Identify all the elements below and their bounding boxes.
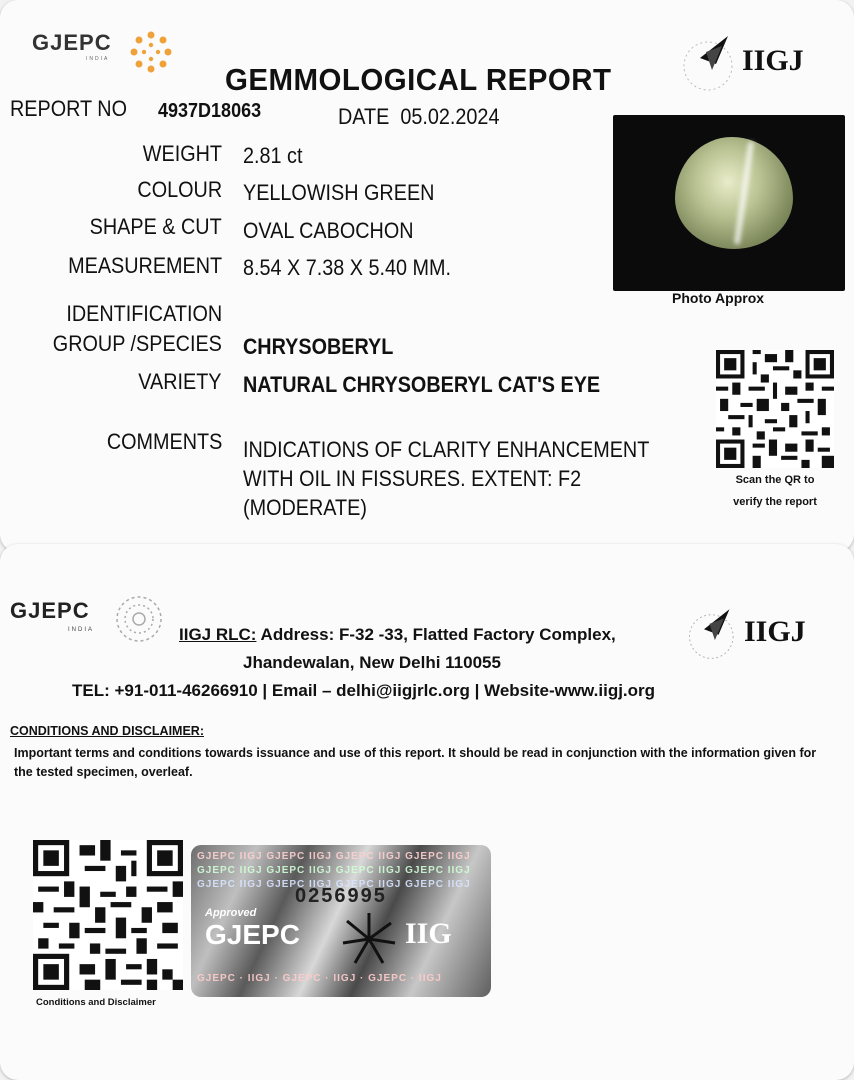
address-line-2: Jhandewalan, New Delhi 110055 xyxy=(243,653,501,672)
address-text-1: Address: F-32 -33, Flatted Factory Complex, xyxy=(260,625,616,644)
contact-line: TEL: +91-011-46266910 | Email – delhi@iigjrlc.org | Website-www.iigj.org xyxy=(72,681,656,700)
security-hologram xyxy=(191,845,491,997)
comments-line-2: WITH OIL IN FISSURES. EXTENT: F2 xyxy=(243,466,582,491)
address-label: IIGJ RLC: xyxy=(179,625,257,644)
group-value: CHRYSOBERYL xyxy=(243,334,394,359)
hologram-row-3: GJEPC IIGJ GJEPC IIGJ GJEPC IIGJ GJEPC IIGJ xyxy=(197,879,471,890)
gjepc-sub-text: INDIA xyxy=(86,56,110,62)
gemstone-photo xyxy=(613,115,845,291)
report-no-value: 4937D18063 xyxy=(158,100,262,122)
group-label: GROUP /SPECIES xyxy=(52,331,222,356)
conditions-qr-caption: Conditions and Disclaimer xyxy=(36,997,156,1008)
date-value: 05.02.2024 xyxy=(400,104,500,129)
report-no-label: REPORT NO xyxy=(10,96,127,121)
weight-value: 2.81 ct xyxy=(243,143,303,168)
hologram-starburst-icon xyxy=(339,909,399,969)
iigj-logo-text: IIGJ xyxy=(742,44,804,77)
conditions-heading: CONDITIONS AND DISCLAIMER: xyxy=(10,724,204,738)
cats-eye-gem-image xyxy=(675,137,793,249)
conditions-qr-code[interactable] xyxy=(33,840,183,990)
back-iigj-emblem-icon xyxy=(684,602,744,662)
iigj-emblem-icon xyxy=(678,30,744,92)
identification-label: IDENTIFICATION xyxy=(66,301,222,326)
back-iigj-logo-text: IIGJ xyxy=(744,615,806,648)
report-title: GEMMOLOGICAL REPORT xyxy=(225,62,612,97)
colour-value: YELLOWISH GREEN xyxy=(243,180,435,205)
measurement-value: 8.54 X 7.38 X 5.40 MM. xyxy=(243,255,452,280)
measurement-label: MEASUREMENT xyxy=(67,253,222,278)
report-date xyxy=(338,104,499,130)
colour-label: COLOUR xyxy=(137,177,222,202)
hologram-row-2: GJEPC IIGJ GJEPC IIGJ GJEPC IIGJ GJEPC IIGJ xyxy=(197,865,471,876)
hologram-row-1: GJEPC IIGJ GJEPC IIGJ GJEPC IIGJ GJEPC IIGJ xyxy=(197,851,471,862)
comments-label: COMMENTS xyxy=(106,429,222,454)
verify-qr-code[interactable] xyxy=(716,350,834,468)
conditions-text: Important terms and conditions towards issuance and use of this report. It should be read in conjunction with the information given for the tested specimen, overleaf. xyxy=(14,746,817,779)
shape-label: SHAPE & CUT xyxy=(89,214,222,239)
comments-line-3: (MODERATE) xyxy=(243,495,367,520)
photo-caption: Photo Approx xyxy=(672,290,765,306)
address-line-1 xyxy=(179,625,616,645)
weight-label: WEIGHT xyxy=(142,141,222,166)
date-label: DATE xyxy=(338,104,390,129)
variety-value: NATURAL CHRYSOBERYL CAT'S EYE xyxy=(243,372,601,397)
variety-label: VARIETY xyxy=(138,369,222,394)
qr-caption-1: Scan the QR to xyxy=(735,474,815,486)
back-gjepc-sunburst-icon xyxy=(113,593,165,645)
back-gjepc-sub-text: INDIA xyxy=(68,627,95,633)
hologram-serial: 0256995 xyxy=(295,885,387,907)
hologram-iigj-text: IIG xyxy=(405,917,452,950)
gjepc-logo-text: GJEPC xyxy=(32,30,112,55)
comments-line-1: INDICATIONS OF CLARITY ENHANCEMENT xyxy=(243,437,650,462)
qr-caption-2: verify the report xyxy=(733,496,817,508)
back-gjepc-logo-text: GJEPC xyxy=(10,598,90,623)
hologram-bottom-row: GJEPC · IIGJ · GJEPC · IIGJ · GJEPC · IIGJ xyxy=(197,973,442,984)
hologram-gjepc-text: GJEPC xyxy=(205,919,300,950)
hologram-approved-text: Approved xyxy=(205,907,257,919)
gjepc-sunburst-icon xyxy=(126,27,176,77)
shape-value: OVAL CABOCHON xyxy=(243,218,414,243)
